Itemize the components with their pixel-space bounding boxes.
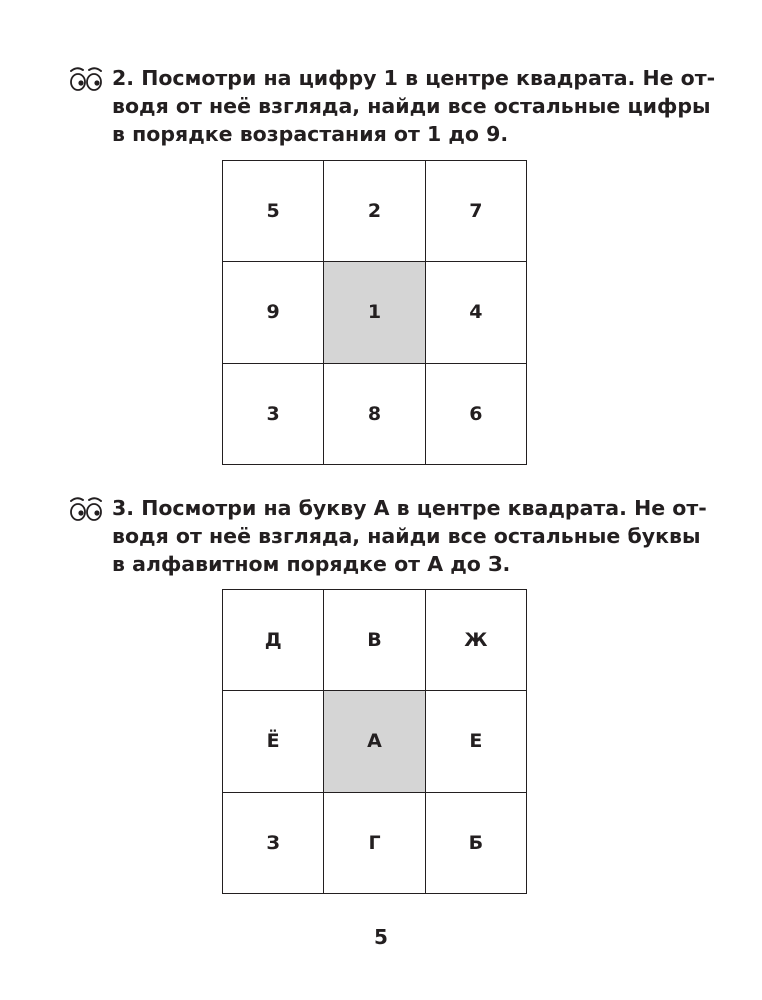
grid-center-cell: А xyxy=(324,691,425,792)
task-3-line-2: водя от неё взгляда, найди все остальные буквы xyxy=(112,524,701,548)
task-3-letter-grid xyxy=(222,589,527,894)
grid-cell: 4 xyxy=(426,262,527,363)
grid-cell: 3 xyxy=(223,364,324,465)
task-3-line-1: 3. Посмотри на букву А в центре квадрата. Не от- xyxy=(112,496,707,520)
task-2-number-grid xyxy=(222,160,527,465)
task-2-line-3: в порядке возрастания от 1 до 9. xyxy=(112,122,509,146)
grid-cell: Г xyxy=(324,793,425,894)
task-3-instructions xyxy=(112,494,707,578)
grid-cell: 6 xyxy=(426,364,527,465)
grid-cell: Е xyxy=(426,691,527,792)
eyes-icon xyxy=(68,64,104,92)
grid-cell: Б xyxy=(426,793,527,894)
grid-cell: 5 xyxy=(223,161,324,262)
grid-cell: Д xyxy=(223,590,324,691)
grid-cell: Ё xyxy=(223,691,324,792)
grid-cell: Ж xyxy=(426,590,527,691)
task-3-line-3: в алфавитном порядке от А до З. xyxy=(112,552,511,576)
grid-cell: 9 xyxy=(223,262,324,363)
grid-cell: З xyxy=(223,793,324,894)
task-2-line-2: водя от неё взгляда, найди все остальные цифры xyxy=(112,94,711,118)
grid-center-cell: 1 xyxy=(324,262,425,363)
grid-cell: 2 xyxy=(324,161,425,262)
grid-cell: 7 xyxy=(426,161,527,262)
task-2-line-1: 2. Посмотри на цифру 1 в центре квадрата. Не от- xyxy=(112,66,716,90)
task-2-instructions xyxy=(112,64,716,148)
grid-cell: 8 xyxy=(324,364,425,465)
page-number: 5 xyxy=(374,925,388,949)
eyes-icon xyxy=(68,494,104,522)
grid-cell: В xyxy=(324,590,425,691)
